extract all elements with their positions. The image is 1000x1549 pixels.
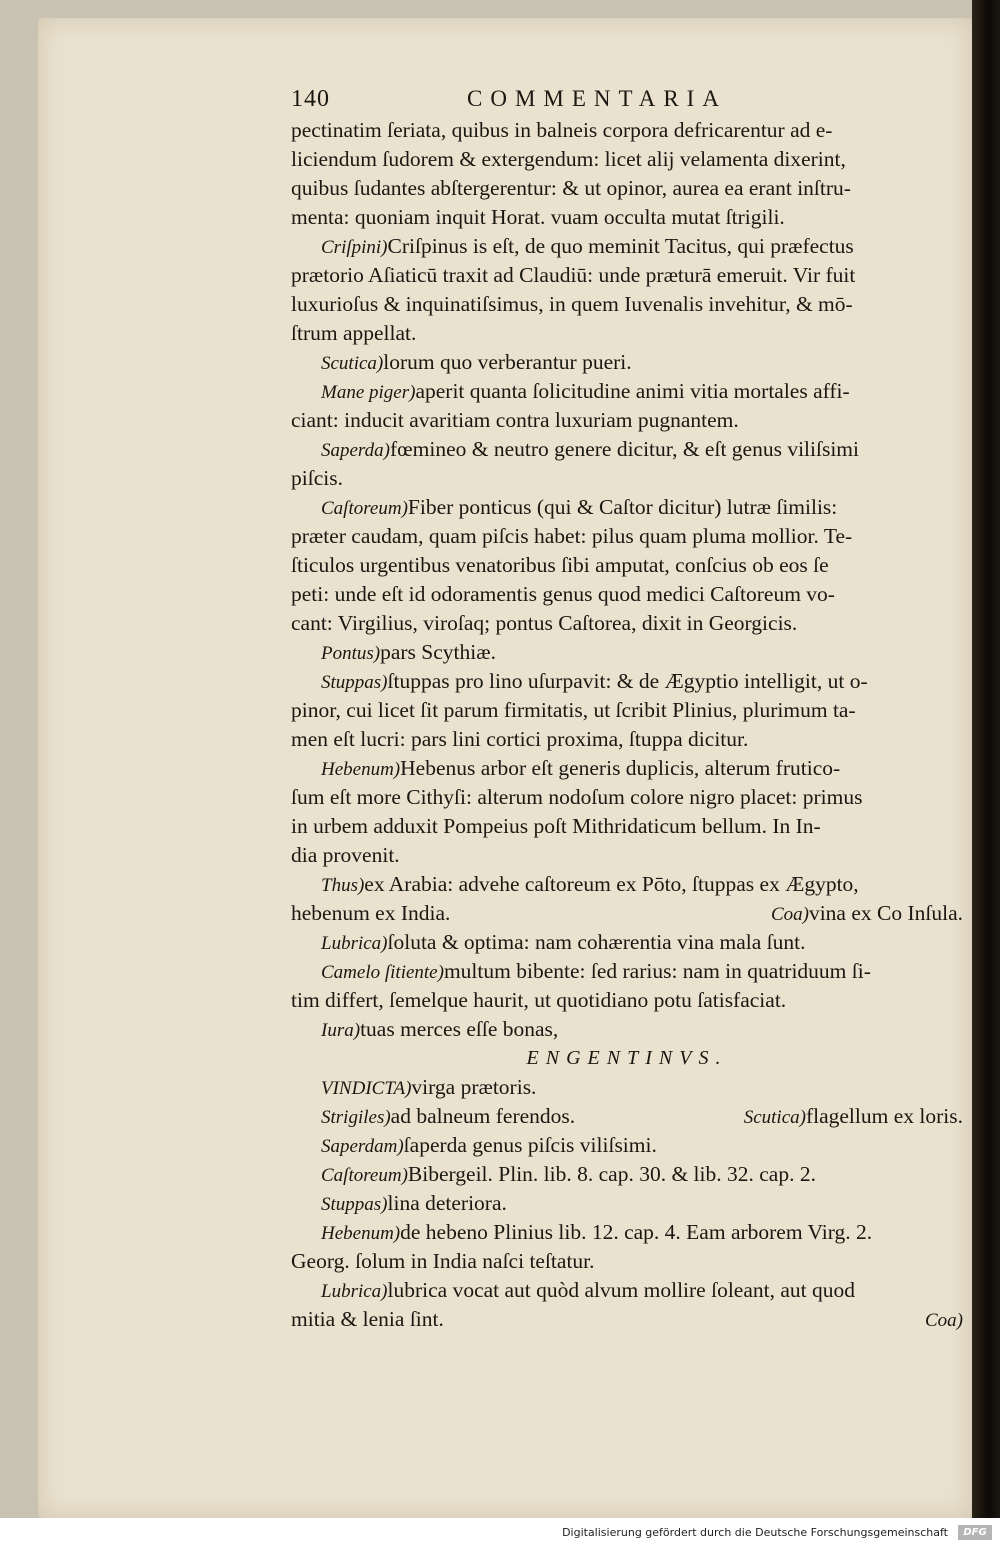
line-text: Hebenus arbor eſt generis duplicis, alterum frutico-: [400, 756, 841, 780]
lemma: Criſpini): [321, 237, 388, 258]
lemma: Strigiles): [321, 1107, 391, 1128]
lemma: Mane piger): [321, 382, 416, 403]
text-line: [291, 1131, 963, 1160]
text-line: [291, 290, 963, 319]
text-line: [291, 638, 963, 667]
lemma: Caſtoreum): [321, 498, 408, 519]
line-text: ex Arabia: advehe caſtoreum ex Pōto, ſtuppas ex Ægypto,: [364, 872, 859, 896]
footer-bar: [0, 1518, 1000, 1549]
line-text: fœmineo & neutro genere dicitur, & eſt genus viliſsimi: [389, 437, 860, 461]
line-text: ſticulos urgentibus venatoribus ſibi amputat, conſcius ob eos ſe: [291, 553, 829, 577]
line-text: ſoluta & optima: nam cohærentia vina mala ſunt.: [387, 930, 806, 954]
line-text: prætorio Aſiaticū traxit ad Claudiū: unde præturā emeruit. Vir fuit: [291, 263, 856, 287]
line-text: piſcis.: [291, 466, 343, 490]
text-line: [291, 551, 963, 580]
lemma: Lubrica): [321, 933, 388, 954]
section-heading: ENGENTINVS.: [526, 1047, 728, 1069]
line-text: tuas merces eſſe bonas,: [360, 1017, 559, 1041]
line-text: aperit quanta ſolicitudine animi vitia mortales affi-: [415, 379, 850, 403]
line-text: tim differt, ſemelque haurit, ut quotidiano potu ſatisfaciat.: [291, 988, 787, 1012]
text-line: [291, 261, 963, 290]
line-left: [291, 899, 450, 928]
text-line: [291, 1247, 963, 1276]
line-left: [291, 1305, 444, 1334]
line-right: [771, 899, 963, 928]
text-line: [291, 870, 963, 899]
page-text: [291, 86, 963, 1334]
text-line: [291, 377, 963, 406]
text-line: [291, 435, 963, 464]
text-line: [291, 928, 963, 957]
text-line: [291, 841, 963, 870]
line-text: ſum eſt more Cithyſi: alterum nodoſum colore nigro placet: primus: [291, 785, 863, 809]
lemma: Hebenum): [321, 759, 401, 780]
line-text: ad balneum ferendos.: [390, 1104, 576, 1128]
text-line: [291, 1189, 963, 1218]
line-text: de hebeno Plinius lib. 12. cap. 4. Eam arborem Virg. 2.: [400, 1220, 873, 1244]
text-line: [291, 1015, 963, 1044]
text-line: [291, 1160, 963, 1189]
catchword: Coa): [925, 1310, 963, 1331]
text-line: [291, 406, 963, 435]
line-text: Georg. ſolum in India naſci teſtatur.: [291, 1249, 595, 1273]
text-line: [291, 1073, 963, 1102]
lemma: VINDICTA): [321, 1078, 412, 1099]
lemma: Lubrica): [321, 1281, 388, 1302]
line-left: [321, 1102, 575, 1131]
line-text: præter caudam, quam piſcis habet: pilus quam pluma mollior. Te-: [291, 524, 853, 548]
line-text: pars Scythiæ.: [380, 640, 496, 664]
lemma: Pontus): [321, 643, 381, 664]
line-text: liciendum ſudorem & extergendum: licet alij velamenta dixerint,: [291, 147, 846, 171]
page-header: [291, 86, 963, 116]
text-line: [291, 1218, 963, 1247]
text-line: [291, 812, 963, 841]
text-line: [291, 667, 963, 696]
commentary-body: [291, 116, 963, 1044]
text-line: [291, 783, 963, 812]
line-text: vina ex Co Inſula.: [808, 901, 963, 925]
text-line: [291, 580, 963, 609]
lemma: Scutica): [743, 1107, 806, 1128]
text-line: [291, 145, 963, 174]
lemma: Stuppas): [321, 672, 388, 693]
page-number: 140: [291, 86, 330, 112]
line-text: Criſpinus is eſt, de quo meminit Tacitus, qui præfectus: [387, 234, 854, 258]
text-line: [291, 348, 963, 377]
running-title: COMMENTARIA: [467, 86, 727, 111]
line-text: lina deteriora.: [387, 1191, 507, 1215]
lemma: Saperdam): [321, 1136, 404, 1157]
line-text: ſaperda genus piſcis viliſsimi.: [403, 1133, 657, 1157]
line-text: pectinatim ſeriata, quibus in balneis corpora defricarentur ad e-: [291, 118, 833, 142]
text-line: [291, 203, 963, 232]
line-text: Fiber ponticus (qui & Caſtor dicitur) lutræ ſimilis:: [407, 495, 838, 519]
text-line: [291, 754, 963, 783]
line-text: luxurioſus & inquinatiſsimus, in quem Iuvenalis invehitur, & mō-: [291, 292, 853, 316]
text-line: [291, 493, 963, 522]
line-text: Bibergeil. Plin. lib. 8. cap. 30. & lib. 32. cap. 2.: [407, 1162, 816, 1186]
line-text: ciant: inducit avaritiam contra luxuriam pugnantem.: [291, 408, 739, 432]
line-text: flagellum ex loris.: [805, 1104, 963, 1128]
text-line: [291, 725, 963, 754]
text-line: [291, 1276, 963, 1305]
text-line: [291, 609, 963, 638]
line-text: cant: Virgilius, viroſaq; pontus Caſtorea, dixit in Georgicis.: [291, 611, 798, 635]
lemma: Thus): [321, 875, 365, 896]
text-line: [291, 986, 963, 1015]
text-line: [291, 696, 963, 725]
line-text: virga prætoris.: [411, 1075, 537, 1099]
funding-credit: Digitalisierung gefördert durch die Deutsche Forschungsgemeinschaft: [562, 1526, 948, 1539]
line-text: peti: unde eſt id odoramentis genus quod medici Caſtoreum vo-: [291, 582, 835, 606]
text-line: [291, 522, 963, 551]
lemma: Caſtoreum): [321, 1165, 408, 1186]
line-right: [744, 1102, 963, 1131]
lemma: Saperda): [321, 440, 390, 461]
text-line: [291, 899, 963, 928]
text-line: [291, 1102, 963, 1131]
lemma: Iura): [321, 1020, 361, 1041]
engentinus-notes: [291, 1073, 963, 1334]
dfg-logo: DFG: [958, 1525, 992, 1540]
text-line: [291, 1305, 963, 1334]
line-text: quibus ſudantes abſtergerentur: & ut opinor, aurea ea erant inſtru-: [291, 176, 851, 200]
text-line: [291, 116, 963, 145]
line-text: pinor, cui licet ſit parum firmitatis, ut ſcribit Plinius, plurimum ta-: [291, 698, 856, 722]
text-line: [291, 957, 963, 986]
text-line: [291, 319, 963, 348]
line-text: in urbem adduxit Pompeius poſt Mithridaticum bellum. In In-: [291, 814, 821, 838]
line-text: lorum quo verberantur pueri.: [383, 350, 632, 374]
line-text: ſtrum appellat.: [291, 321, 417, 345]
line-text: menta: quoniam inquit Horat. vuam occulta mutat ſtrigili.: [291, 205, 785, 229]
book-gutter: [972, 0, 1000, 1518]
lemma: Camelo ſitiente): [321, 962, 444, 983]
line-text: hebenum ex India.: [291, 901, 451, 925]
lemma: Scutica): [321, 353, 384, 374]
line-text: lubrica vocat aut quòd alvum mollire ſoleant, aut quod: [387, 1278, 855, 1302]
lemma: Hebenum): [321, 1223, 401, 1244]
line-text: dia provenit.: [291, 843, 400, 867]
text-line: [291, 464, 963, 493]
line-text: men eſt lucri: pars lini cortici proxima, ſtuppa dicitur.: [291, 727, 749, 751]
text-line: [291, 232, 963, 261]
line-right: [925, 1305, 963, 1334]
lemma: Coa): [770, 904, 809, 925]
line-text: multum bibente: ſed rarius: nam in quatriduum ſi-: [443, 959, 871, 983]
text-line: [291, 174, 963, 203]
lemma: Stuppas): [321, 1194, 388, 1215]
line-text: mitia & lenia ſint.: [291, 1307, 444, 1331]
line-text: ſtuppas pro lino uſurpavit: & de Ægyptio intelligit, ut o-: [387, 669, 868, 693]
